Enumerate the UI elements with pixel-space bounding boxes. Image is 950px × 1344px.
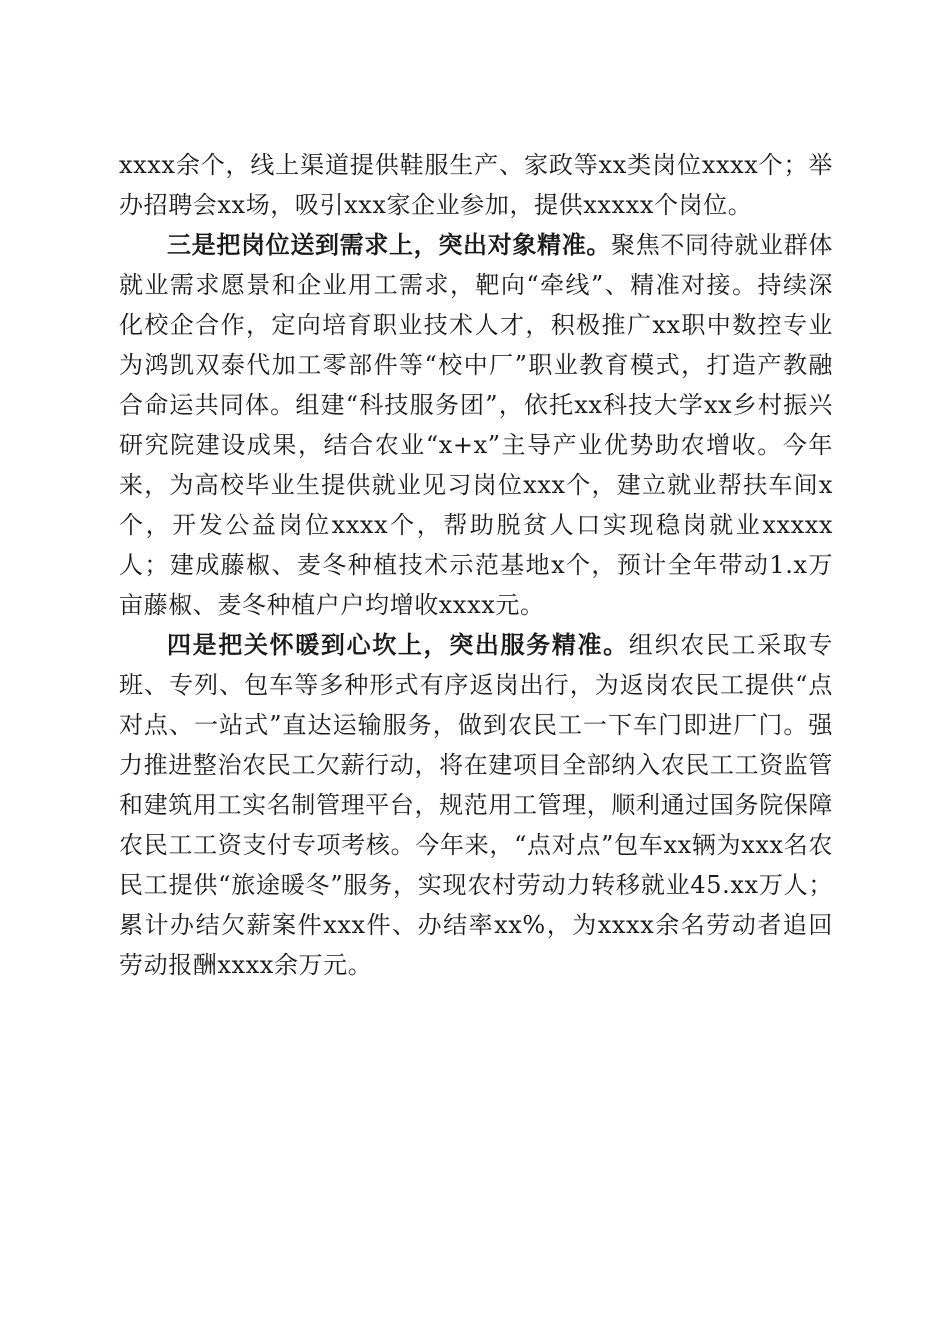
paragraph-text: 组织农民工采取专班、专列、包车等多种形式有序返岗出行，为返岗农民工提供“点对点、一站式”直达运输服务，做到农民工一下车门即进厂门。强力推进整治农民工欠薪行动，将在建项目全部纳入农民工工资监管和建筑用工实名制管理平台，规范用工管理，顺利通过国务院保障农民工工资支付专项考核。今年来，“点对点”包车xx辆为xxx名农民工提供“旅途暖冬”服务，实现农村劳动力转移就业45.xx万人；累计办结欠薪案件xxx件、办结率xx%，为xxxx余名劳动者追回劳动报酬xxxx余万元。 — [119, 631, 833, 979]
paragraph-continuation — [119, 145, 833, 225]
paragraph-item-three — [119, 225, 833, 625]
paragraph-text: 聚焦不同待就业群体就业需求愿景和企业用工需求，靶向“牵线”、精准对接。持续深化校企合作，定向培育职业技术人才，积极推广xx职中数控专业为鸿凯双泰代加工零部件等“校中厂”职业教育模式，打造产教融合命运共同体。组建“科技服务团”，依托xx科技大学xx乡村振兴研究院建设成果，结合农业“x+x”主导产业优势助农增收。今年来，为高校毕业生提供就业见习岗位xxx个，建立就业帮扶车间x个，开发公益岗位xxxx个，帮助脱贫人口实现稳岗就业xxxxx人；建成藤椒、麦冬种植技术示范基地x个，预计全年带动1.x万亩藤椒、麦冬种植户户均增收xxxx元。 — [119, 231, 833, 619]
paragraph-lead: 四是把关怀暖到心坎上，突出服务精准。 — [167, 630, 629, 659]
paragraph-item-four — [119, 625, 833, 985]
document-body — [119, 145, 833, 985]
paragraph-text: xxxx余个，线上渠道提供鞋服生产、家政等xx类岗位xxxx个；举办招聘会xx场，吸引xxx家企业参加，提供xxxxx个岗位。 — [119, 151, 833, 219]
paragraph-lead: 三是把岗位送到需求上，突出对象精准。 — [167, 230, 612, 259]
